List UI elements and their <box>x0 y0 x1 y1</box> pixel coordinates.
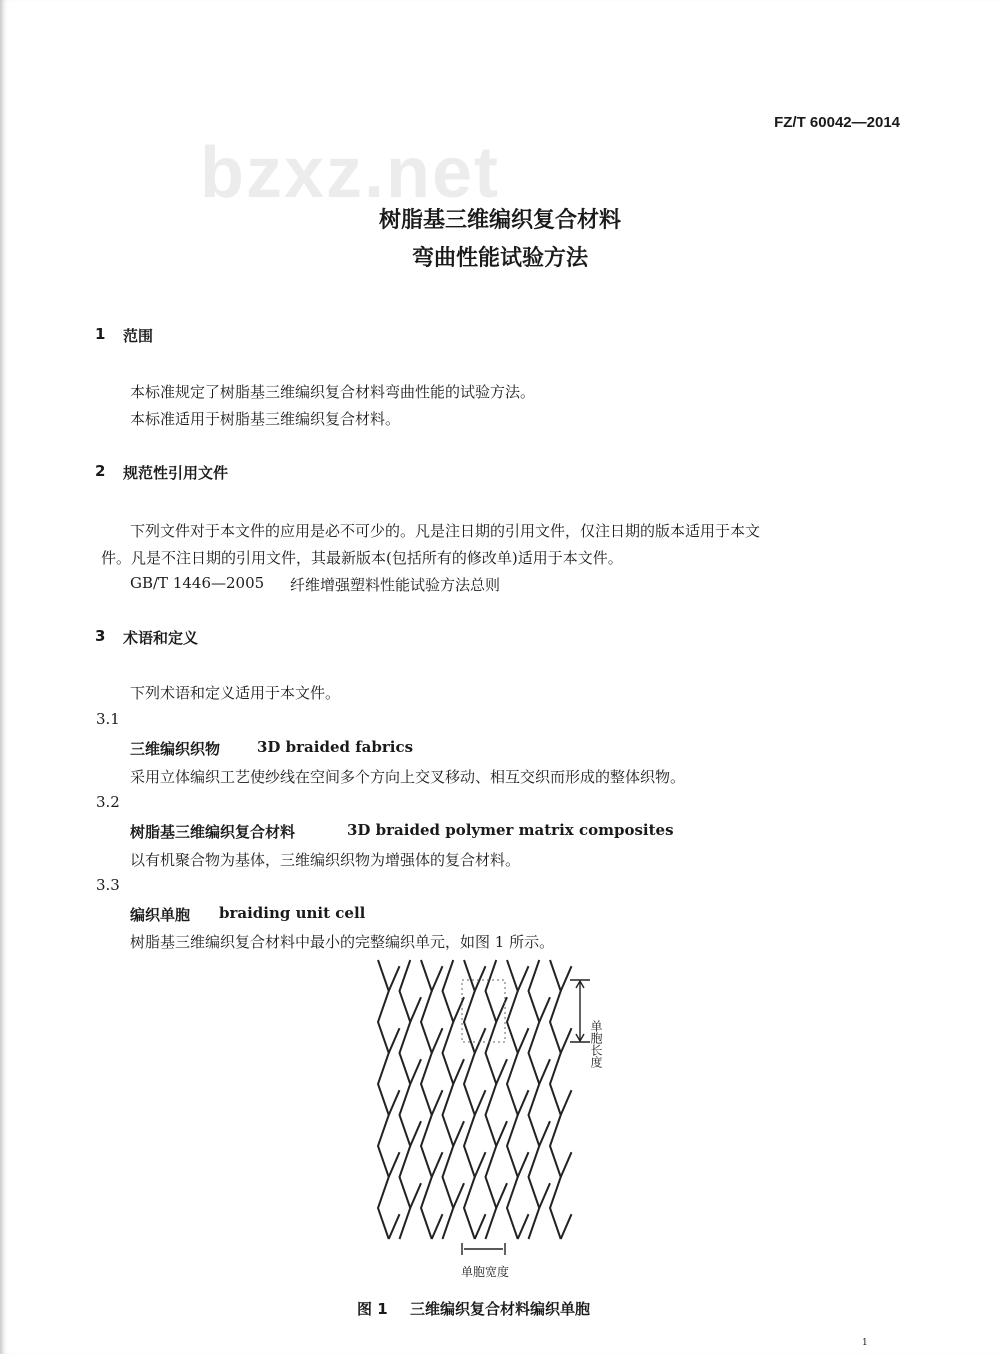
braid-crossing-line <box>475 1090 486 1115</box>
width-dimension <box>462 1243 505 1255</box>
paragraph: 下列术语和定义适用于本文件。 <box>130 684 341 702</box>
title-line-1: 树脂基三维编织复合材料 <box>378 208 621 233</box>
braid-crossing-line <box>432 1214 443 1239</box>
section-2-number: 2 <box>95 462 106 480</box>
braid-crossing-line <box>561 966 572 991</box>
braid-crossing-line <box>496 1059 507 1084</box>
braid-crossing-line <box>389 966 400 991</box>
reference-title: 纤维增强塑料性能试验方法总则 <box>290 576 501 594</box>
term-definition: 以有机聚合物为基体，三维编织织物为增强体的复合材料。 <box>130 851 521 869</box>
term-number: 3.2 <box>96 793 120 811</box>
braid-crossing-line <box>518 1090 529 1115</box>
braid-crossing-line <box>475 966 486 991</box>
braid-yarn-line <box>421 960 432 1239</box>
braid-crossing-line <box>389 1152 400 1177</box>
braid-crossing-line <box>539 1059 550 1084</box>
braid-crossing-line <box>518 1214 529 1239</box>
figure-caption: 三维编织复合材料编织单胞 <box>410 1300 591 1318</box>
term-zh: 编织单胞 <box>130 906 191 924</box>
braid-crossing-line <box>496 1121 507 1146</box>
braid-yarn-line <box>529 960 540 1239</box>
braid-crossing-line <box>518 1152 529 1177</box>
braid-crossing-line <box>453 1121 464 1146</box>
paragraph: 下列文件对于本文件的应用是必不可少的。凡是注日期的引用文件，仅注日期的版本适用于本文 <box>130 522 761 540</box>
braid-yarn-line <box>550 960 561 1239</box>
braid-yarn-line <box>378 960 389 1239</box>
section-3-title: 术语和定义 <box>123 629 199 647</box>
title-line-2: 弯曲性能试验方法 <box>411 246 588 271</box>
reference-code: GB/T 1446—2005 <box>130 574 265 592</box>
figure-caption-number: 图 1 <box>357 1300 388 1318</box>
braid-pattern <box>378 960 572 1239</box>
braid-crossing-line <box>475 1214 486 1239</box>
braid-crossing-line <box>518 966 529 991</box>
paragraph: 件。凡是不注日期的引用文件，其最新版本(包括所有的修改单)适用于本文件。 <box>101 549 623 567</box>
braid-crossing-line <box>432 966 443 991</box>
braid-crossing-line <box>432 1152 443 1177</box>
paragraph: 本标准适用于树脂基三维编织复合材料。 <box>130 410 401 428</box>
braid-crossing-line <box>453 1183 464 1208</box>
braid-crossing-line <box>432 1028 443 1053</box>
braid-crossing-line <box>518 1028 529 1053</box>
braid-crossing-line <box>453 1059 464 1084</box>
braid-crossing-line <box>539 997 550 1022</box>
term-en: 3D braided fabrics <box>257 738 414 756</box>
section-2-title: 规范性引用文件 <box>123 464 229 482</box>
unit-cell-length-label: 单胞长度 <box>589 1020 603 1068</box>
braid-crossing-line <box>410 1059 421 1084</box>
braid-crossing-line <box>410 997 421 1022</box>
section-1-number: 1 <box>95 325 106 343</box>
term-en: 3D braided polymer matrix composites <box>347 821 674 839</box>
term-en: braiding unit cell <box>219 904 366 922</box>
braid-crossing-line <box>389 1028 400 1053</box>
braid-crossing-line <box>496 1183 507 1208</box>
term-zh: 三维编织织物 <box>130 740 221 758</box>
term-definition: 采用立体编织工艺使纱线在空间多个方向上交叉移动、相互交织而形成的整体织物。 <box>130 768 686 786</box>
term-definition: 树脂基三维编织复合材料中最小的完整编织单元，如图 1 所示。 <box>130 933 555 951</box>
braid-yarn-line <box>400 960 411 1239</box>
standard-code: FZ/T 60042—2014 <box>774 114 900 131</box>
braid-yarn-line <box>464 960 475 1239</box>
braid-yarn-line <box>507 960 518 1239</box>
braid-yarn-line <box>486 960 497 1239</box>
braid-crossing-line <box>389 1090 400 1115</box>
braid-yarn-line <box>443 960 454 1239</box>
term-number: 3.3 <box>96 876 120 894</box>
term-zh: 树脂基三维编织复合材料 <box>130 823 296 841</box>
braiding-unit-cell-figure <box>360 955 620 1255</box>
braid-crossing-line <box>410 1121 421 1146</box>
braid-crossing-line <box>539 1183 550 1208</box>
section-3-number: 3 <box>95 627 106 645</box>
braid-crossing-line <box>561 1090 572 1115</box>
section-1-title: 范围 <box>123 327 154 345</box>
braid-crossing-line <box>389 1214 400 1239</box>
braid-crossing-line <box>475 1152 486 1177</box>
braid-crossing-line <box>432 1090 443 1115</box>
braid-crossing-line <box>561 1214 572 1239</box>
length-dimension <box>570 980 590 1042</box>
braid-crossing-line <box>561 1152 572 1177</box>
paragraph: 本标准规定了树脂基三维编织复合材料弯曲性能的试验方法。 <box>130 383 536 401</box>
braid-crossing-line <box>475 1028 486 1053</box>
term-number: 3.1 <box>96 710 120 728</box>
braid-crossing-line <box>561 1028 572 1053</box>
watermark: bzxz.net <box>200 133 501 213</box>
braid-crossing-line <box>410 1183 421 1208</box>
page-number: 1 <box>862 1338 868 1348</box>
braid-crossing-line <box>539 1121 550 1146</box>
unit-cell-width-label: 单胞宽度 <box>461 1265 510 1279</box>
